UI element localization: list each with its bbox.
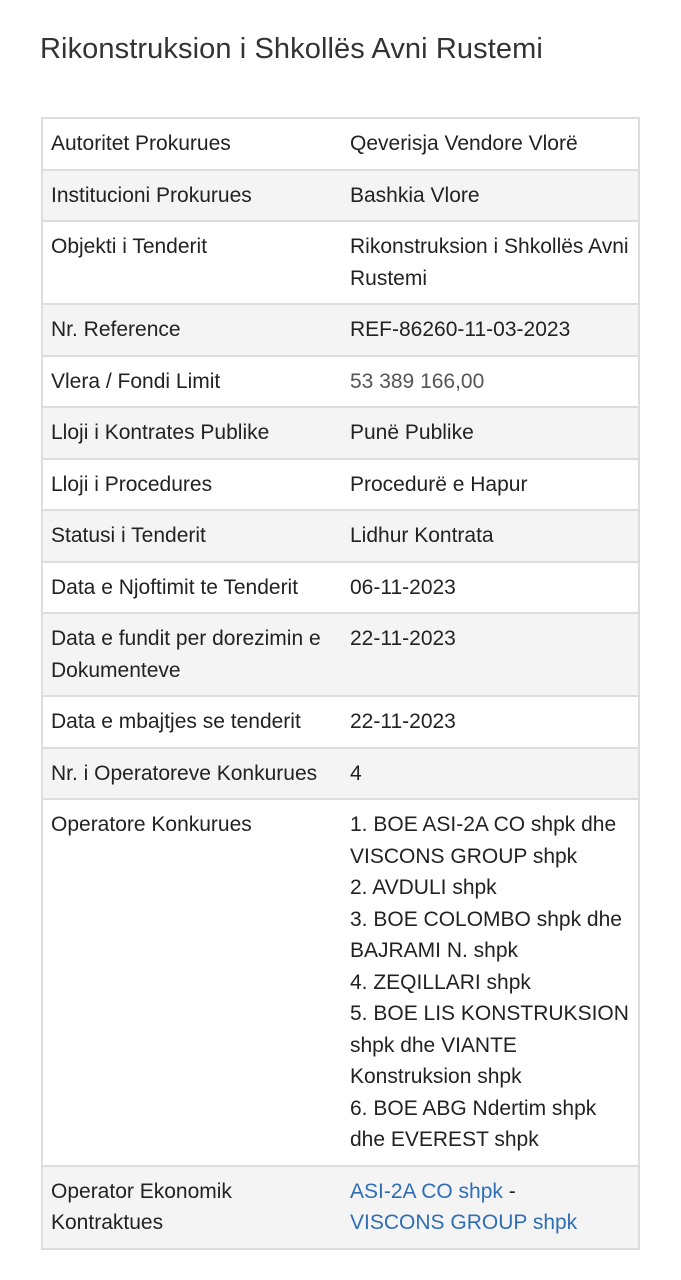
contractor-link-asi2a[interactable]: ASI-2A CO shpk	[350, 1179, 503, 1203]
tender-details-table	[41, 117, 640, 1250]
row-value-autoritet: Qeverisja Vendore Vlorë	[342, 118, 639, 170]
table-row	[42, 799, 639, 1166]
row-label-autoritet: Autoritet Prokurues	[42, 118, 342, 170]
table-row	[42, 510, 639, 562]
table-row	[42, 118, 639, 170]
row-label-reference: Nr. Reference	[42, 304, 342, 356]
contractor-separator: -	[502, 1179, 516, 1203]
table-row	[42, 562, 639, 614]
operator-list-item: 5. BOE LIS KONSTRUKSION shpk dhe VIANTE Konstruksion shpk	[350, 1002, 629, 1088]
row-value-lloji-kontrates: Punë Publike	[342, 407, 639, 459]
row-value-data-njoftimit: 06-11-2023	[342, 562, 639, 614]
row-label-nr-operatoreve: Nr. i Operatoreve Konkurues	[42, 748, 342, 800]
row-value-objekti: Rikonstruksion i Shkollës Avni Rustemi	[342, 221, 639, 304]
row-value-vlera: 53 389 166,00	[342, 356, 639, 408]
row-value-data-dorezimit: 22-11-2023	[342, 613, 639, 696]
operator-list-item: 3. BOE COLOMBO shpk dhe BAJRAMI N. shpk	[350, 907, 622, 962]
table-row	[42, 221, 639, 304]
row-label-operator-kontraktues: Operator Ekonomik Kontraktues	[42, 1166, 342, 1249]
table-row	[42, 696, 639, 748]
table-row	[42, 304, 639, 356]
row-label-data-dorezimit: Data e fundit per dorezimin e Dokumenteve	[42, 613, 342, 696]
row-label-data-mbajtjes: Data e mbajtjes se tenderit	[42, 696, 342, 748]
table-row	[42, 170, 639, 222]
table-row	[42, 407, 639, 459]
table-row	[42, 459, 639, 511]
operator-list-item: 6. BOE ABG Ndertim shpk dhe EVEREST shpk	[350, 1096, 597, 1151]
table-row	[42, 356, 639, 408]
operator-list-item: 4. ZEQILLARI shpk	[350, 970, 531, 994]
row-label-institucioni: Institucioni Prokurues	[42, 170, 342, 222]
row-label-operatore-konkurues: Operatore Konkurues	[42, 799, 342, 1166]
contractor-link-viscons[interactable]: VISCONS GROUP shpk	[350, 1211, 578, 1234]
row-value-lloji-procedures: Procedurë e Hapur	[342, 459, 639, 511]
row-value-statusi: Lidhur Kontrata	[342, 510, 639, 562]
row-label-vlera: Vlera / Fondi Limit	[42, 356, 342, 408]
row-value-nr-operatoreve: 4	[342, 748, 639, 800]
table-row	[42, 748, 639, 800]
operator-list-item: 1. BOE ASI-2A CO shpk dhe VISCONS GROUP shpk	[350, 813, 617, 868]
page-title: Rikonstruksion i Shkollës Avni Rustemi	[40, 33, 543, 65]
row-label-objekti: Objekti i Tenderit	[42, 221, 342, 304]
row-label-data-njoftimit: Data e Njoftimit te Tenderit	[42, 562, 342, 614]
row-value-reference: REF-86260-11-03-2023	[342, 304, 639, 356]
row-label-lloji-procedures: Lloji i Procedures	[42, 459, 342, 511]
table-row	[42, 613, 639, 696]
row-value-operatore-konkurues	[342, 799, 639, 1166]
table-row	[42, 1166, 639, 1249]
row-value-operator-kontraktues	[342, 1166, 639, 1249]
row-label-statusi: Statusi i Tenderit	[42, 510, 342, 562]
row-label-lloji-kontrates: Lloji i Kontrates Publike	[42, 407, 342, 459]
row-value-institucioni: Bashkia Vlore	[342, 170, 639, 222]
operator-list-item: 2. AVDULI shpk	[350, 876, 497, 899]
row-value-data-mbajtjes: 22-11-2023	[342, 696, 639, 748]
